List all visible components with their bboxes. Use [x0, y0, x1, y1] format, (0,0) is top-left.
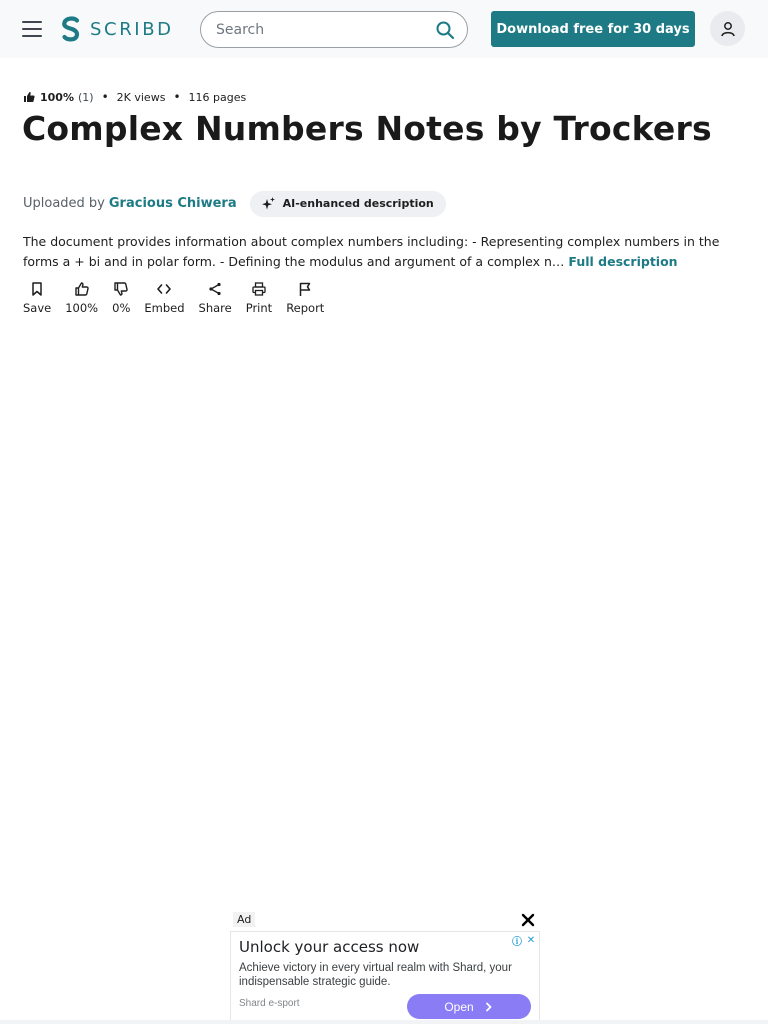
separator-dot: • [173, 90, 181, 104]
scribd-logo[interactable] [60, 15, 174, 43]
ai-badge-label: AI-enhanced description [282, 197, 434, 210]
ad-headline: Unlock your access now [239, 938, 420, 956]
upvote-label: 100% [65, 301, 99, 315]
bookmark-icon [29, 281, 45, 297]
share-label: Share [198, 301, 232, 315]
thumbs-up-filled-icon [23, 91, 35, 103]
description-text: The document provides information about complex numbers including: - Representing complex numbers in the forms a + bi and in polar form. - Defining the modulus and argument of a complex n… [23, 234, 720, 269]
search-input[interactable] [216, 22, 435, 38]
bottom-strip [0, 1020, 768, 1024]
print-button[interactable] [239, 281, 279, 315]
share-button[interactable] [192, 281, 239, 315]
thumbs-up-icon [74, 281, 90, 297]
page-count: 116 pages [188, 90, 247, 104]
uploader-link[interactable]: Gracious Chiwera [108, 196, 237, 211]
save-label: Save [23, 301, 52, 315]
rating-count: (1) [77, 90, 94, 104]
ad-choices[interactable] [511, 934, 537, 946]
separator-dot: • [101, 90, 109, 104]
search-icon[interactable] [435, 20, 455, 40]
rating-percent: 100% [40, 90, 74, 104]
document-actions [16, 281, 331, 315]
ad-label: Ad [233, 912, 255, 927]
full-description-link[interactable]: Full description [568, 254, 678, 269]
document-stats [23, 89, 246, 105]
flag-icon [297, 281, 313, 297]
profile-button[interactable] [710, 11, 745, 46]
upvote-button[interactable] [58, 281, 105, 315]
print-icon [251, 281, 267, 297]
print-label: Print [245, 301, 273, 315]
search-bar [200, 11, 468, 48]
embed-button[interactable] [137, 281, 191, 315]
logo-text: SCRIBD [90, 18, 174, 40]
uploader-row [23, 191, 446, 216]
report-label: Report [286, 301, 325, 315]
code-icon [156, 281, 172, 297]
close-icon[interactable] [519, 911, 537, 929]
document-title: Complex Numbers Notes by Trockers [22, 109, 712, 148]
downvote-button[interactable] [105, 281, 137, 315]
chevron-right-icon [484, 1002, 494, 1012]
ad-sponsor: Shard e-sport [239, 998, 300, 1009]
document-description [23, 232, 738, 272]
download-free-button[interactable]: Download free for 30 days [491, 11, 695, 47]
scribd-logo-icon [60, 16, 82, 42]
ai-description-badge[interactable] [250, 191, 446, 217]
ad-info-icon[interactable]: ⓘ [512, 936, 522, 948]
thumbs-down-icon [113, 281, 129, 297]
ad-open-button[interactable] [407, 994, 531, 1019]
embed-label: Embed [144, 301, 185, 315]
top-nav-bar [0, 0, 768, 58]
menu-icon[interactable] [22, 18, 44, 40]
ad-close-icon[interactable]: ✕ [526, 934, 536, 946]
view-count: 2K views [116, 90, 166, 104]
share-icon [207, 281, 223, 297]
downvote-label: 0% [112, 301, 131, 315]
sparkle-icon [261, 196, 276, 211]
save-button[interactable] [16, 281, 58, 315]
ad-body: Achieve victory in every virtual realm with Shard, your indispensable strategic guide. [239, 962, 512, 988]
report-button[interactable] [279, 281, 331, 315]
ad-open-label: Open [444, 999, 474, 1014]
ad-banner[interactable] [230, 931, 540, 1024]
user-icon [720, 21, 736, 37]
uploaded-by-label: Uploaded by [23, 196, 105, 211]
